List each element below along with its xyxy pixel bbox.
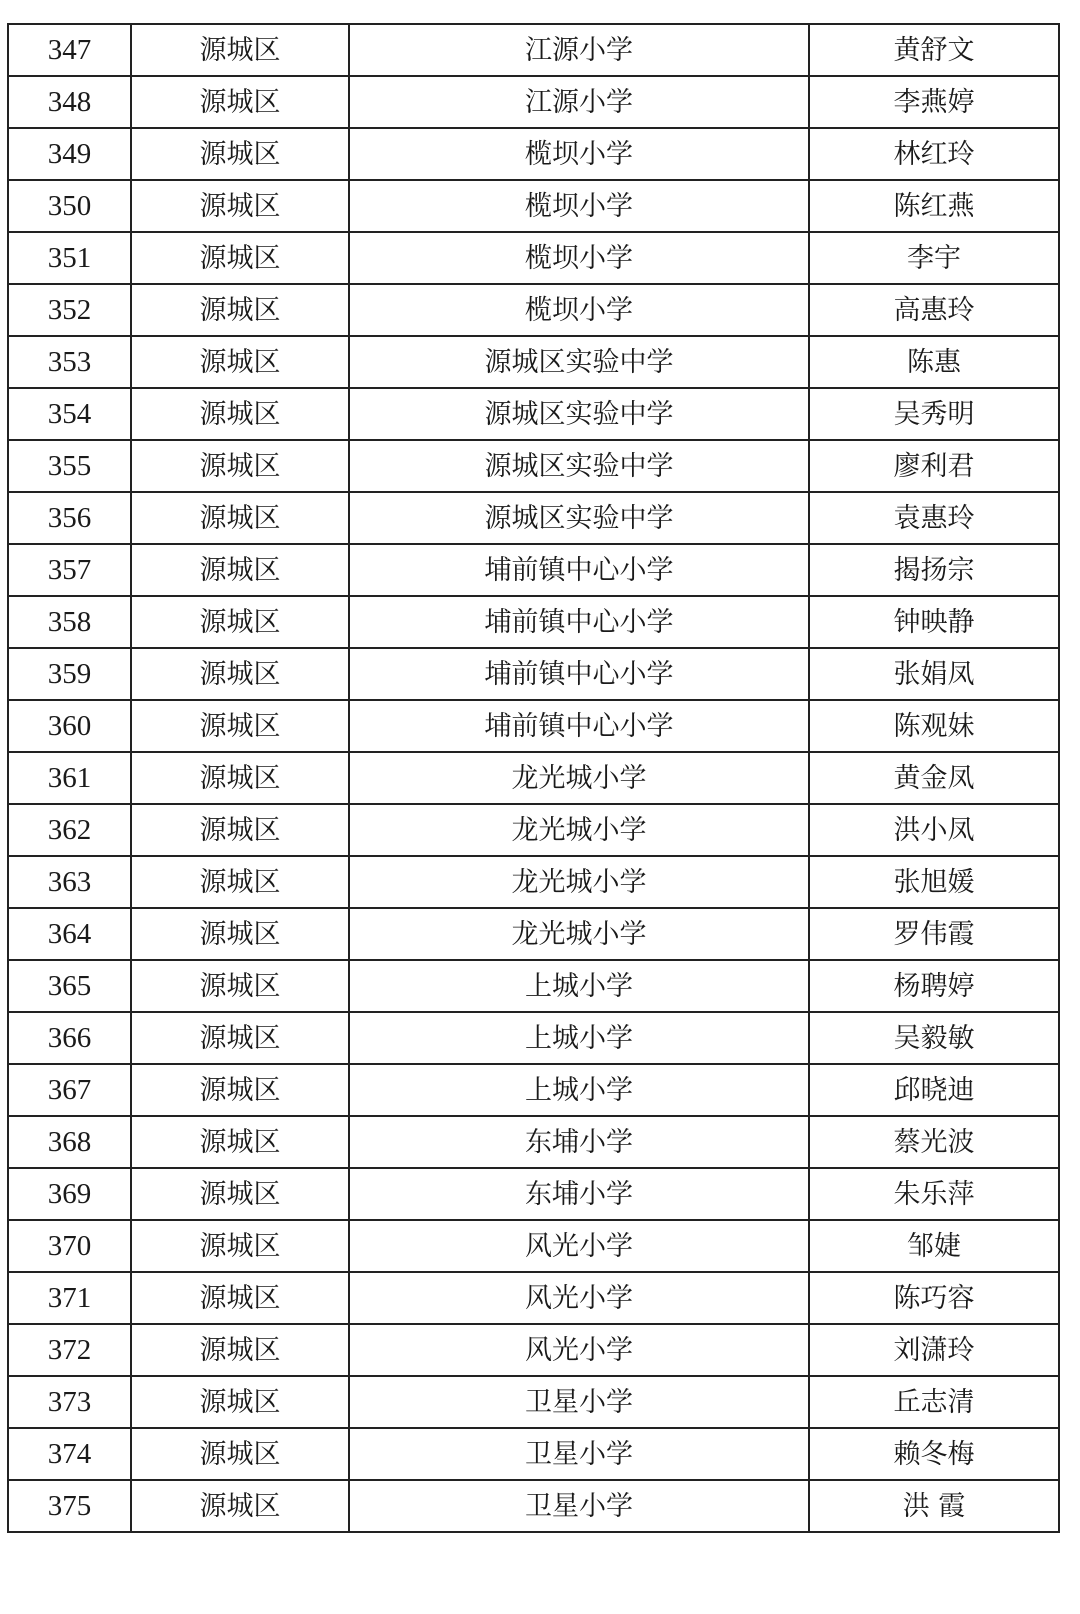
row-number-cell: 368 (8, 1116, 131, 1168)
row-number-cell: 372 (8, 1324, 131, 1376)
table-row (8, 1272, 1059, 1324)
table-row (8, 1168, 1059, 1220)
school-cell: 榄坝小学 (349, 128, 809, 180)
teacher-name-cell: 揭扬宗 (809, 544, 1059, 596)
district-cell: 源城区 (131, 960, 349, 1012)
teacher-name-cell: 邹婕 (809, 1220, 1059, 1272)
school-cell: 源城区实验中学 (349, 388, 809, 440)
district-cell: 源城区 (131, 128, 349, 180)
row-number-cell: 351 (8, 232, 131, 284)
district-cell: 源城区 (131, 752, 349, 804)
district-cell: 源城区 (131, 1116, 349, 1168)
table-row (8, 76, 1059, 128)
teacher-name-cell: 邱晓迪 (809, 1064, 1059, 1116)
district-cell: 源城区 (131, 596, 349, 648)
school-cell: 龙光城小学 (349, 804, 809, 856)
table-row (8, 1428, 1059, 1480)
teacher-name-cell: 朱乐萍 (809, 1168, 1059, 1220)
teacher-name-cell: 黄金凤 (809, 752, 1059, 804)
teacher-name-cell: 罗伟霞 (809, 908, 1059, 960)
row-number-cell: 375 (8, 1480, 131, 1532)
school-cell: 源城区实验中学 (349, 440, 809, 492)
district-cell: 源城区 (131, 856, 349, 908)
row-number-cell: 369 (8, 1168, 131, 1220)
school-cell: 龙光城小学 (349, 908, 809, 960)
school-cell: 龙光城小学 (349, 752, 809, 804)
district-cell: 源城区 (131, 232, 349, 284)
district-cell: 源城区 (131, 648, 349, 700)
school-cell: 风光小学 (349, 1220, 809, 1272)
school-cell: 东埔小学 (349, 1116, 809, 1168)
school-cell: 榄坝小学 (349, 284, 809, 336)
row-number-cell: 366 (8, 1012, 131, 1064)
school-cell: 榄坝小学 (349, 180, 809, 232)
school-cell: 埔前镇中心小学 (349, 700, 809, 752)
table-row (8, 1480, 1059, 1532)
school-cell: 卫星小学 (349, 1376, 809, 1428)
school-cell: 卫星小学 (349, 1428, 809, 1480)
teacher-name-cell: 赖冬梅 (809, 1428, 1059, 1480)
row-number-cell: 365 (8, 960, 131, 1012)
school-cell: 风光小学 (349, 1272, 809, 1324)
teacher-name-cell: 林红玲 (809, 128, 1059, 180)
table-row (8, 1324, 1059, 1376)
roster-table (7, 23, 1060, 1533)
school-cell: 源城区实验中学 (349, 336, 809, 388)
teacher-name-cell: 洪 霞 (809, 1480, 1059, 1532)
row-number-cell: 354 (8, 388, 131, 440)
school-cell: 龙光城小学 (349, 856, 809, 908)
row-number-cell: 367 (8, 1064, 131, 1116)
district-cell: 源城区 (131, 1272, 349, 1324)
row-number-cell: 349 (8, 128, 131, 180)
school-cell: 埔前镇中心小学 (349, 544, 809, 596)
table-row (8, 492, 1059, 544)
row-number-cell: 361 (8, 752, 131, 804)
district-cell: 源城区 (131, 388, 349, 440)
table-row (8, 128, 1059, 180)
row-number-cell: 347 (8, 24, 131, 76)
school-cell: 东埔小学 (349, 1168, 809, 1220)
table-row (8, 336, 1059, 388)
school-cell: 卫星小学 (349, 1480, 809, 1532)
teacher-name-cell: 吴秀明 (809, 388, 1059, 440)
row-number-cell: 363 (8, 856, 131, 908)
table-row (8, 1116, 1059, 1168)
school-cell: 埔前镇中心小学 (349, 648, 809, 700)
teacher-name-cell: 刘潇玲 (809, 1324, 1059, 1376)
row-number-cell: 357 (8, 544, 131, 596)
district-cell: 源城区 (131, 284, 349, 336)
table-row (8, 544, 1059, 596)
district-cell: 源城区 (131, 24, 349, 76)
school-cell: 江源小学 (349, 24, 809, 76)
district-cell: 源城区 (131, 1376, 349, 1428)
table-row (8, 24, 1059, 76)
table-row (8, 752, 1059, 804)
roster-table-body (8, 24, 1059, 1532)
school-cell: 埔前镇中心小学 (349, 596, 809, 648)
row-number-cell: 352 (8, 284, 131, 336)
table-row (8, 440, 1059, 492)
district-cell: 源城区 (131, 1064, 349, 1116)
table-row (8, 1376, 1059, 1428)
teacher-name-cell: 袁惠玲 (809, 492, 1059, 544)
district-cell: 源城区 (131, 180, 349, 232)
row-number-cell: 350 (8, 180, 131, 232)
teacher-name-cell: 洪小凤 (809, 804, 1059, 856)
district-cell: 源城区 (131, 804, 349, 856)
teacher-name-cell: 李燕婷 (809, 76, 1059, 128)
teacher-name-cell: 杨聘婷 (809, 960, 1059, 1012)
row-number-cell: 353 (8, 336, 131, 388)
roster-table-container (7, 23, 1058, 1533)
table-row (8, 388, 1059, 440)
teacher-name-cell: 陈观妹 (809, 700, 1059, 752)
school-cell: 榄坝小学 (349, 232, 809, 284)
district-cell: 源城区 (131, 1480, 349, 1532)
teacher-name-cell: 张娟凤 (809, 648, 1059, 700)
row-number-cell: 362 (8, 804, 131, 856)
row-number-cell: 360 (8, 700, 131, 752)
row-number-cell: 364 (8, 908, 131, 960)
teacher-name-cell: 陈巧容 (809, 1272, 1059, 1324)
district-cell: 源城区 (131, 908, 349, 960)
district-cell: 源城区 (131, 1220, 349, 1272)
teacher-name-cell: 陈红燕 (809, 180, 1059, 232)
table-row (8, 856, 1059, 908)
row-number-cell: 359 (8, 648, 131, 700)
table-row (8, 960, 1059, 1012)
school-cell: 江源小学 (349, 76, 809, 128)
row-number-cell: 373 (8, 1376, 131, 1428)
district-cell: 源城区 (131, 76, 349, 128)
teacher-name-cell: 钟映静 (809, 596, 1059, 648)
teacher-name-cell: 丘志清 (809, 1376, 1059, 1428)
teacher-name-cell: 蔡光波 (809, 1116, 1059, 1168)
row-number-cell: 348 (8, 76, 131, 128)
table-row (8, 180, 1059, 232)
teacher-name-cell: 黄舒文 (809, 24, 1059, 76)
teacher-name-cell: 廖利君 (809, 440, 1059, 492)
teacher-name-cell: 吴毅敏 (809, 1012, 1059, 1064)
school-cell: 风光小学 (349, 1324, 809, 1376)
school-cell: 上城小学 (349, 1064, 809, 1116)
district-cell: 源城区 (131, 336, 349, 388)
district-cell: 源城区 (131, 1012, 349, 1064)
district-cell: 源城区 (131, 440, 349, 492)
district-cell: 源城区 (131, 544, 349, 596)
row-number-cell: 374 (8, 1428, 131, 1480)
district-cell: 源城区 (131, 1168, 349, 1220)
row-number-cell: 358 (8, 596, 131, 648)
table-row (8, 596, 1059, 648)
school-cell: 源城区实验中学 (349, 492, 809, 544)
teacher-name-cell: 李宇 (809, 232, 1059, 284)
district-cell: 源城区 (131, 700, 349, 752)
row-number-cell: 371 (8, 1272, 131, 1324)
teacher-name-cell: 陈惠 (809, 336, 1059, 388)
table-row (8, 804, 1059, 856)
row-number-cell: 356 (8, 492, 131, 544)
row-number-cell: 355 (8, 440, 131, 492)
school-cell: 上城小学 (349, 1012, 809, 1064)
district-cell: 源城区 (131, 492, 349, 544)
row-number-cell: 370 (8, 1220, 131, 1272)
table-row (8, 700, 1059, 752)
school-cell: 上城小学 (349, 960, 809, 1012)
teacher-name-cell: 高惠玲 (809, 284, 1059, 336)
table-row (8, 1220, 1059, 1272)
table-row (8, 232, 1059, 284)
table-row (8, 908, 1059, 960)
district-cell: 源城区 (131, 1324, 349, 1376)
district-cell: 源城区 (131, 1428, 349, 1480)
teacher-name-cell: 张旭媛 (809, 856, 1059, 908)
table-row (8, 1064, 1059, 1116)
table-row (8, 648, 1059, 700)
table-row (8, 284, 1059, 336)
table-row (8, 1012, 1059, 1064)
